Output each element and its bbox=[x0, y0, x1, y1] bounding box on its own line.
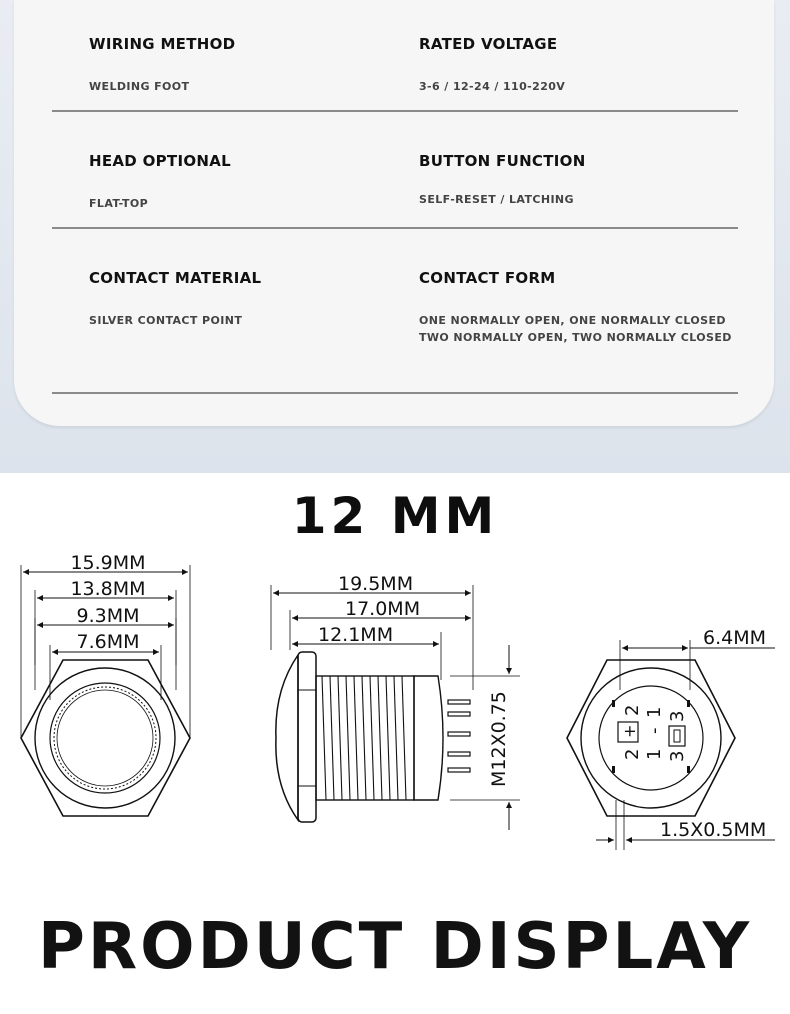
contact-material-label: CONTACT MATERIAL bbox=[89, 269, 262, 287]
side-view bbox=[271, 585, 520, 830]
spec-divider bbox=[52, 392, 738, 394]
thread-label: M12X0.75 bbox=[488, 691, 510, 787]
rated-voltage-value: 3-6 / 12-24 / 110-220V bbox=[419, 80, 566, 93]
head-optional-label: HEAD OPTIONAL bbox=[89, 152, 232, 170]
pin-label: + bbox=[620, 724, 639, 738]
contact-form-value-2: TWO NORMALLY OPEN, TWO NORMALLY CLOSED bbox=[419, 331, 732, 344]
rear-dim-1-5x0-5: 1.5X0.5MM bbox=[660, 819, 767, 841]
pin-label: - bbox=[644, 727, 665, 734]
size-title: 12 MM bbox=[291, 487, 499, 545]
product-display-title: PRODUCT DISPLAY bbox=[37, 910, 753, 984]
dimension-drawing bbox=[0, 548, 790, 858]
spec-card bbox=[14, 0, 774, 426]
head-optional-value: FLAT-TOP bbox=[89, 197, 149, 210]
front-dim-7-6: 7.6MM bbox=[76, 631, 140, 653]
pin-label: 3 bbox=[667, 750, 688, 762]
pin-label: 3 bbox=[667, 710, 688, 722]
rated-voltage-label: RATED VOLTAGE bbox=[419, 35, 558, 53]
wiring-method-value: WELDING FOOT bbox=[89, 80, 190, 93]
button-function-value: SELF-RESET / LATCHING bbox=[419, 193, 574, 206]
contact-material-value: SILVER CONTACT POINT bbox=[89, 314, 243, 327]
front-dim-13-8: 13.8MM bbox=[70, 578, 146, 600]
spec-divider bbox=[52, 227, 738, 229]
side-dim-19-5: 19.5MM bbox=[338, 573, 414, 595]
pin-label: 1 bbox=[644, 748, 665, 760]
contact-form-label: CONTACT FORM bbox=[419, 269, 556, 287]
pin-label: 1 bbox=[644, 706, 665, 718]
front-view bbox=[21, 565, 190, 816]
front-dim-9-3: 9.3MM bbox=[76, 605, 140, 627]
pin-label: 2 bbox=[622, 748, 643, 760]
side-dim-17-0: 17.0MM bbox=[345, 598, 421, 620]
wiring-method-label: WIRING METHOD bbox=[89, 35, 236, 53]
button-function-label: BUTTON FUNCTION bbox=[419, 152, 586, 170]
side-dim-12-1: 12.1MM bbox=[318, 624, 394, 646]
pin-label: 2 bbox=[622, 704, 643, 716]
rear-dim-6-4: 6.4MM bbox=[703, 627, 767, 649]
contact-form-value-1: ONE NORMALLY OPEN, ONE NORMALLY CLOSED bbox=[419, 314, 726, 327]
front-dim-15-9: 15.9MM bbox=[70, 552, 146, 574]
spec-divider bbox=[52, 110, 738, 112]
